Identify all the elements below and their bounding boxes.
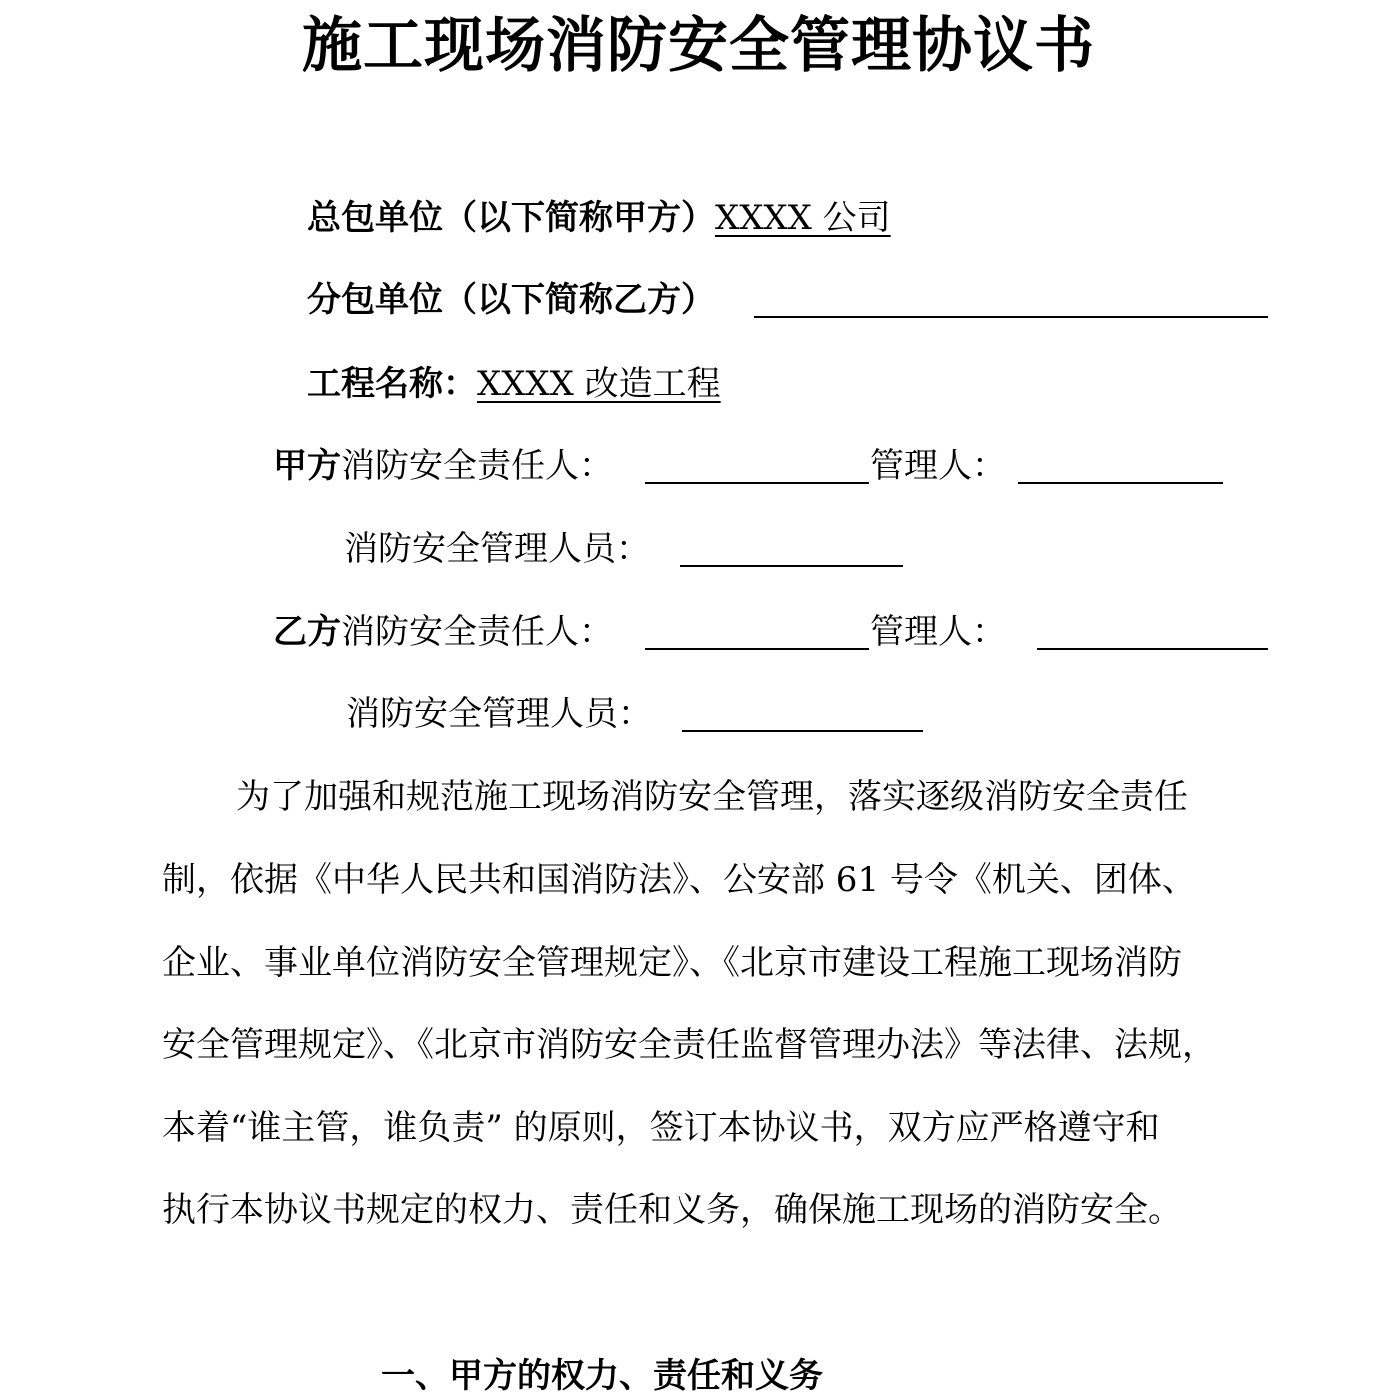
party-b-row [307,276,715,324]
paragraph-line: 本着“谁主管，谁负责” 的原则，签订本协议书，双方应严格遵守和 [162,1108,1160,1148]
paragraph-line: 安全管理规定》、《北京市消防安全责任监督管理办法》等法律、法规， [162,1025,1216,1065]
paragraph-line: 企业、事业单位消防安全管理规定》、《北京市建设工程施工现场消防 [162,943,1182,983]
party-a-value: XXXX 公司 [715,198,891,238]
party-b-blank[interactable] [754,316,1268,318]
a-staff-blank[interactable] [680,565,903,567]
a-staff-label: 消防安全管理人员： [344,529,650,569]
party-a-label: 总包单位（以下简称甲方） [307,198,715,238]
b-responsible-row [273,608,613,656]
b-prefix: 乙方 [273,612,341,652]
b-staff-label: 消防安全管理人员： [346,694,652,734]
a-prefix: 甲方 [273,446,341,486]
a-manager-blank[interactable] [1018,482,1223,484]
b-staff-blank[interactable] [682,730,923,732]
project-value: XXXX 改造工程 [477,364,721,404]
a-manager-label: 管理人： [870,446,1006,486]
project-row [307,360,721,408]
b-manager-blank[interactable] [1037,648,1268,650]
b-responsible-label: 消防安全责任人： [341,612,613,652]
a-responsible-label: 消防安全责任人： [341,446,613,486]
paragraph-line: 执行本协议书规定的权力、责任和义务，确保施工现场的消防安全。 [162,1190,1182,1230]
section-heading: 一、甲方的权力、责任和义务 [381,1356,823,1396]
a-responsible-blank[interactable] [645,482,869,484]
paragraph-line: 制，依据《中华人民共和国消防法》、公安部 61 号令《机关、团体、 [162,860,1196,900]
b-manager-label: 管理人： [870,612,1006,652]
party-b-label: 分包单位（以下简称乙方） [307,280,715,320]
party-a-row [307,194,891,242]
page-title: 施工现场消防安全管理协议书 [302,11,1095,81]
b-responsible-blank[interactable] [645,648,869,650]
project-label: 工程名称： [307,364,477,404]
a-responsible-row [273,442,613,490]
paragraph-line: 为了加强和规范施工现场消防安全管理，落实逐级消防安全责任 [236,777,1188,817]
